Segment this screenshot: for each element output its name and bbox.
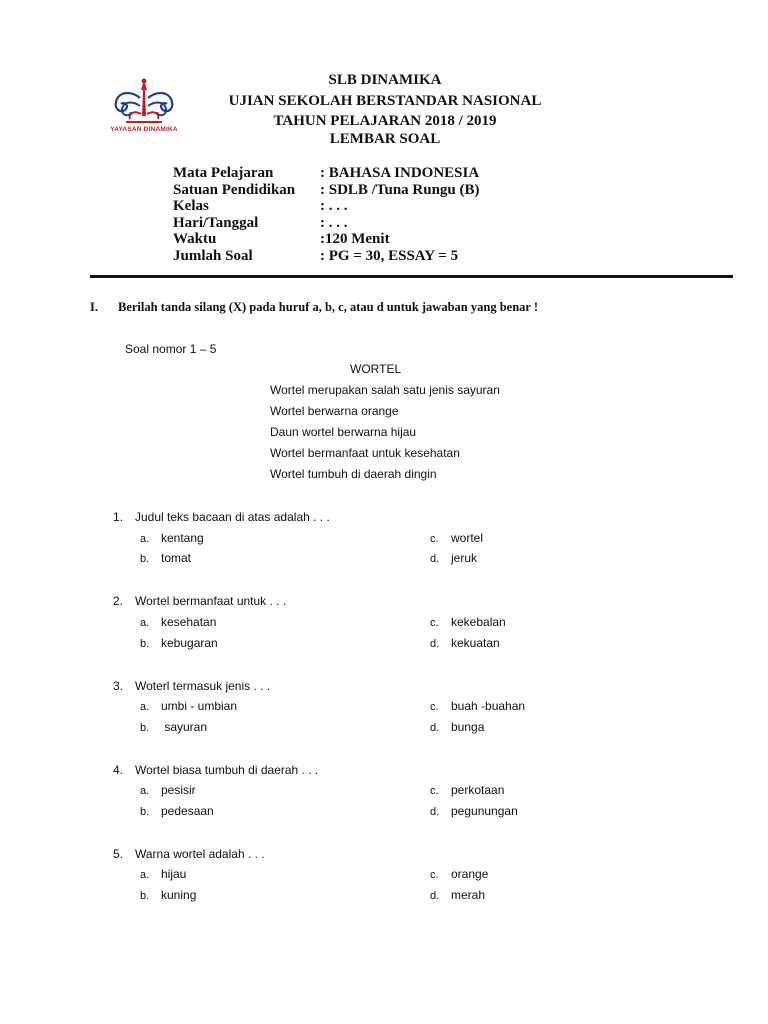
answer-option[interactable]	[140, 531, 204, 545]
option-letter: b.	[140, 553, 150, 565]
option-letter: c.	[430, 701, 439, 713]
question-text: Warna wortel adalah . . .	[135, 847, 265, 861]
answer-option[interactable]	[140, 720, 207, 734]
answer-option[interactable]	[140, 888, 196, 902]
answer-option[interactable]	[140, 699, 237, 713]
answer-option[interactable]	[430, 783, 504, 797]
answer-option[interactable]	[140, 551, 191, 565]
passage-intro: Soal nomor 1 – 5	[125, 342, 217, 356]
question-number: 2.	[113, 594, 124, 608]
option-letter: b.	[140, 722, 150, 734]
passage-line: Wortel tumbuh di daerah dingin	[270, 467, 437, 481]
option-text: hijau	[161, 867, 187, 881]
option-letter: d.	[430, 890, 440, 902]
info-row-date	[173, 215, 480, 232]
instruction-text: Berilah tanda silang (X) pada huruf a, b, c, atau d untuk jawaban yang benar !	[118, 300, 539, 314]
question-number: 5.	[113, 847, 124, 861]
info-label: Satuan Pendidikan	[173, 181, 296, 198]
question-text: Wortel bermanfaat untuk . . .	[135, 594, 287, 608]
question-stem	[113, 847, 265, 861]
academic-year: TAHUN PELAJARAN 2018 / 2019	[273, 113, 497, 129]
option-letter: d.	[430, 553, 440, 565]
option-text: buah -buahan	[451, 699, 526, 713]
instruction-number: I.	[90, 300, 98, 314]
question-stem	[113, 763, 318, 777]
option-letter: b.	[140, 890, 150, 902]
logo-caption: YAYASAN DINAMIKA	[110, 126, 178, 133]
question-text: Judul teks bacaan di atas adalah . . .	[135, 510, 330, 524]
passage-line: Wortel merupakan salah satu jenis sayuran	[270, 383, 500, 397]
exam-info	[173, 165, 480, 265]
answer-option[interactable]	[430, 636, 500, 650]
info-value: : SDLB /Tuna Rungu (B)	[320, 181, 480, 198]
option-text: pedesaan	[161, 804, 214, 818]
question-number: 3.	[113, 679, 124, 693]
school-name: SLB DINAMIKA	[328, 72, 442, 88]
instruction	[90, 300, 538, 315]
answer-option[interactable]	[140, 636, 218, 650]
option-letter: a.	[140, 533, 150, 545]
info-label: Waktu	[173, 231, 217, 248]
answer-option[interactable]	[430, 699, 525, 713]
exam-title: UJIAN SEKOLAH BERSTANDAR NASIONAL	[228, 93, 542, 109]
answer-option[interactable]	[430, 888, 485, 902]
info-value: : BAHASA INDONESIA	[320, 165, 480, 181]
info-row-time	[173, 231, 480, 248]
info-label: Mata Pelajaran	[173, 165, 274, 181]
passage-line: Wortel bermanfaat untuk kesehatan	[270, 446, 460, 460]
option-text: kentang	[161, 531, 204, 545]
info-label: Kelas	[173, 198, 209, 215]
option-letter: c.	[430, 869, 439, 881]
option-text: kuning	[161, 888, 197, 902]
question-text: Woterl termasuk jenis . . .	[135, 679, 271, 693]
answer-option[interactable]	[430, 531, 483, 545]
question-stem	[113, 594, 286, 608]
option-text: kebugaran	[161, 636, 218, 650]
passage-line: Wortel berwarna orange	[270, 404, 399, 418]
info-row-subject	[173, 165, 480, 182]
passage-line: Daun wortel berwarna hijau	[270, 425, 417, 439]
question-text: Wortel biasa tumbuh di daerah . . .	[135, 763, 319, 777]
sheet-title: LEMBAR SOAL	[329, 131, 441, 147]
info-label: Hari/Tanggal	[173, 214, 259, 231]
option-letter: c.	[430, 533, 439, 545]
option-letter: a.	[140, 701, 150, 713]
question-number: 4.	[113, 763, 124, 777]
option-text: kekebalan	[451, 615, 506, 629]
answer-option[interactable]	[140, 804, 214, 818]
info-row-question-count	[173, 248, 480, 265]
option-letter: d.	[430, 806, 440, 818]
option-text: umbi - umbian	[161, 699, 238, 713]
info-value: : . . .	[320, 214, 348, 231]
option-text: pesisir	[161, 783, 196, 797]
answer-option[interactable]	[430, 551, 477, 565]
option-text: perkotaan	[451, 783, 505, 797]
option-letter: b.	[140, 638, 150, 650]
answer-option[interactable]	[140, 867, 186, 881]
info-label: Jumlah Soal	[173, 247, 253, 264]
option-letter: a.	[140, 869, 150, 881]
info-value: : . . .	[320, 198, 348, 215]
info-row-class	[173, 198, 480, 215]
answer-option[interactable]	[430, 804, 518, 818]
option-text: sayuran	[161, 720, 208, 734]
option-letter: a.	[140, 785, 150, 797]
question-number: 1.	[113, 510, 124, 524]
answer-option[interactable]	[430, 615, 506, 629]
option-letter: d.	[430, 638, 440, 650]
question-stem	[113, 510, 330, 524]
option-letter: c.	[430, 785, 439, 797]
answer-option[interactable]	[430, 720, 484, 734]
passage-title: WORTEL	[350, 362, 402, 376]
option-text: tomat	[161, 551, 192, 565]
answer-option[interactable]	[140, 783, 196, 797]
option-text: wortel	[451, 531, 484, 545]
option-letter: d.	[430, 722, 440, 734]
header-divider	[90, 275, 733, 278]
info-value: : PG = 30, ESSAY = 5	[320, 247, 459, 264]
option-letter: b.	[140, 806, 150, 818]
option-letter: a.	[140, 617, 150, 629]
question-stem	[113, 679, 270, 693]
info-row-education-unit	[173, 182, 480, 199]
option-text: kesehatan	[161, 615, 217, 629]
answer-option[interactable]	[430, 867, 488, 881]
option-text: bunga	[451, 720, 485, 734]
option-text: merah	[451, 888, 486, 902]
option-text: kekuatan	[451, 636, 500, 650]
option-text: orange	[451, 867, 489, 881]
answer-option[interactable]	[140, 615, 216, 629]
option-text: jeruk	[451, 551, 478, 565]
option-letter: c.	[430, 617, 439, 629]
option-text: pegunungan	[451, 804, 518, 818]
info-value: :120 Menit	[320, 231, 390, 248]
